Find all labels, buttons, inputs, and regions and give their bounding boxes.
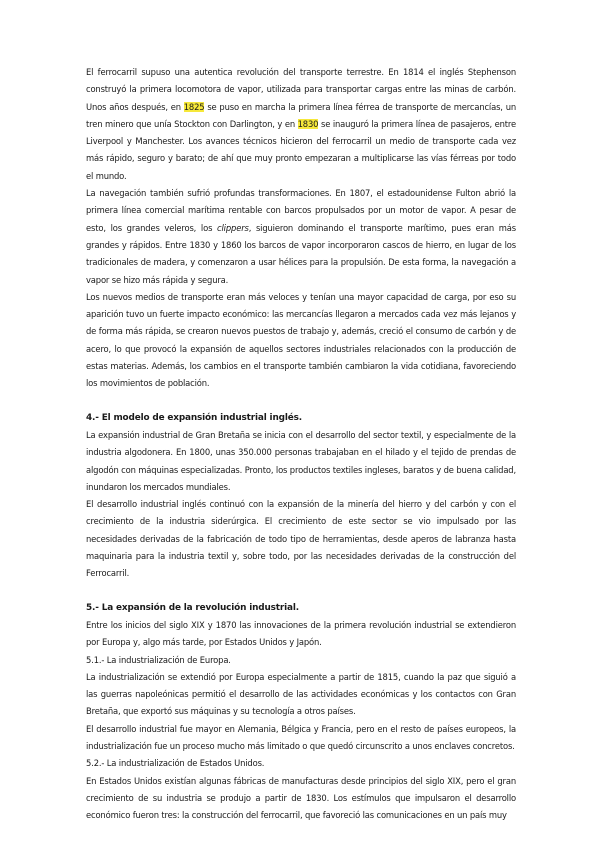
paragraph-railway: El ferrocarril supuso una autentica revolución del transporte terrestre. En 1814 el inglés Stephenson construyó la primera locomotora de vapor, utilizada para transportar cargas entre las minas de carbón. Unos años después, en 1825 se puso en marcha la primera línea férrea de transporte de mercancías, un tren minero que unía Stockton con Darlington, y en 1830 se inauguró la primera línea de pasajeros, entre Liverpool y Manchester. Los avances técnicos hicieron del ferrocarril un medio de transporte cada vez más rápido, seguro y barato; de ahí que muy pronto empezaran a multiplicarse las vías férreas por todo el mundo. xyxy=(86,67,517,181)
subheading-europe: 5.1.- La industrialización de Europa. xyxy=(86,654,231,665)
italic-clippers: clippers xyxy=(217,222,249,233)
paragraph-textile: La expansión industrial de Gran Bretaña se inicia con el desarrollo del sector textil, y especialmente de la industria algodonera. En 1800, unas 350.000 personas trabajaban en el hilado y el tejido de prendas de algodón con máquinas especializadas. Pronto, los productos textiles ingleses, baratos y de buena calidad, inundaron los mercados mundiales. xyxy=(86,429,516,492)
paragraph-mining: El desarrollo industrial inglés continuó con la expansión de la minería del hierro y del carbón y con el crecimiento de la industria siderúrgica. El crecimiento de este sector se vio impulsado por las necesidades derivadas de la fabricación de todo tipo de herramientas, desde aperos de labranza hasta maquinaria para la industria textil y, sobre todo, por las necesidades derivadas de la construcción del Ferrocarril. xyxy=(86,499,516,579)
paragraph-navigation: La navegación también sufrió profundas transformaciones. En 1807, el estadounidense Fulton abrió la primera línea comercial marítima rentable con barcos propulsados por un motor de vapor. A pesar de esto, los grandes veleros, los clippers, siguieron dominando el transporte marítimo, pues eran más grandes y rápidos. Entre 1830 y 1860 los barcos de vapor incorporaron cascos de hierro, en lugar de los tradicionales de madera, y comenzaron a usar hélices para la propulsión. De esta forma, la navegación a vapor se hizo más rápida y segura. xyxy=(86,188,517,285)
paragraph-expansion-intro: Entre los inicios del siglo XIX y 1870 las innovaciones de la primera revolución industrial se extendieron por Europa y, algo más tarde, por Estados Unidos y Japón. xyxy=(86,619,516,648)
highlight-1825: 1825 xyxy=(183,101,205,112)
paragraph-europe-1: La industrialización se extendió por Europa especialmente a partir de 1815, cuando la paz que siguió a las guerras napoleónicas permitió el desarrollo de las actividades económicas y los contactos con Gran Bretaña, que exportó sus máquinas y su tecnología a otros países. xyxy=(86,671,516,717)
spacer xyxy=(86,583,516,600)
paragraph-europe-2: El desarrollo industrial fue mayor en Alemania, Bélgica y Francia, pero en el resto de países europeos, la industrialización fue un proceso mucho más limitado o que quedó circunscrito a unos enclaves concretos. xyxy=(86,723,516,751)
highlight-1830: 1830 xyxy=(297,118,319,129)
subheading-usa: 5.2.- La industrialización de Estados Unidos. xyxy=(86,758,265,769)
heading-section-5: 5.- La expansión de la revolución industrial. xyxy=(86,602,299,613)
spacer xyxy=(86,393,516,410)
document-body xyxy=(86,64,516,824)
paragraph-transport-impact: Los nuevos medios de transporte eran más veloces y tenían una mayor capacidad de carga, por eso su aparición tuvo un fuerte impacto económico: las mercancías llegaron a mercados cada vez más lejanos y de forma más rápida, se crearon nuevos puestos de trabajo y, además, creció el consumo de carbón y de acero, lo que provocó la expansión de aquellos sectores industriales relacionados con la producción de estas materias. Además, los cambios en el transporte también cambiaron la vida cotidiana, favoreciendo los movimientos de población. xyxy=(86,291,516,389)
paragraph-usa: En Estados Unidos existían algunas fábricas de manufacturas desde principios del siglo XIX, pero el gran crecimiento de su industria se produjo a partir de 1830. Los estímulos que impulsaron el desarrollo económico fueron tres: la construcción del ferrocarril, que favoreció las comunicaciones en un país muy xyxy=(86,775,516,821)
heading-section-4: 4.- El modelo de expansión industrial inglés. xyxy=(86,412,302,423)
